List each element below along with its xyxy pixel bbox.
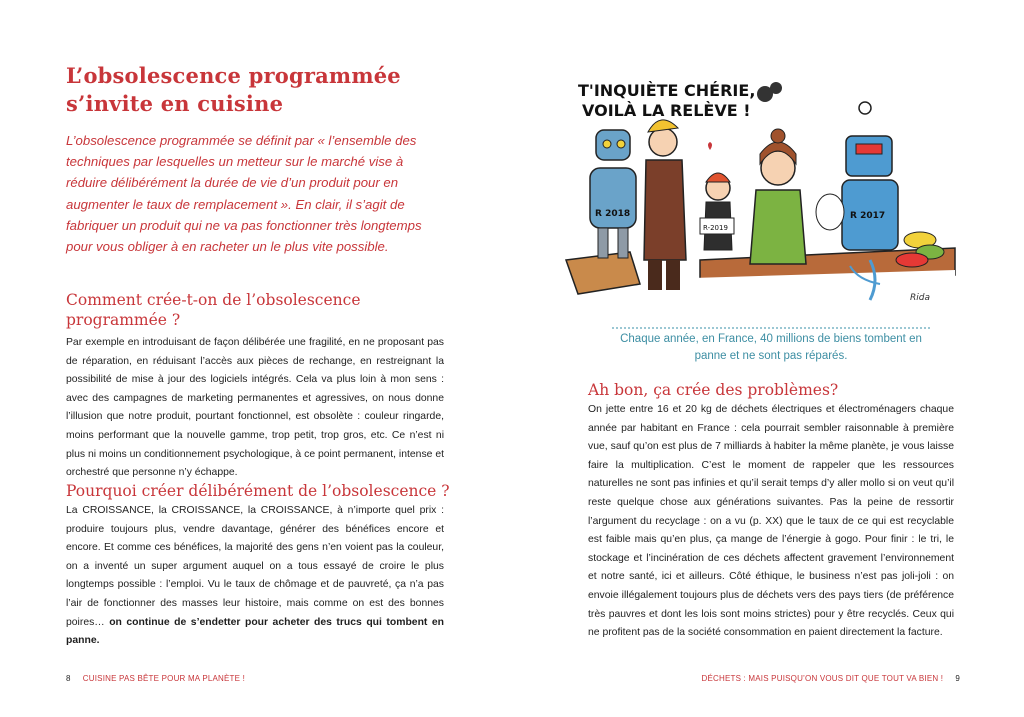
footer-right <box>702 674 961 683</box>
section-heading-why: Pourquoi créer délibérément de l’obsolescence ? <box>66 482 450 500</box>
illustration-signature: Rida <box>910 293 930 303</box>
running-title-right: DÉCHETS : MAIS PUISQU’ON VOUS DIT QUE TOUT VA BIEN ! <box>701 674 944 683</box>
page-number-left: 8 <box>66 674 71 683</box>
page-title <box>66 62 466 118</box>
title-line-2: s’invite en cuisine <box>66 91 284 116</box>
right-page <box>512 0 1024 717</box>
robot-label-2017: R 2017 <box>850 211 886 221</box>
running-title-left: CUISINE PAS BÊTE POUR MA PLANÈTE ! <box>82 674 246 683</box>
title-line-1: L’obsolescence programmée <box>66 63 401 88</box>
section-heading-problems: Ah bon, ça crée des problèmes? <box>588 381 839 399</box>
robot-label-2018: R 2018 <box>595 209 631 219</box>
intro-paragraph: L’obsolescence programmée se définit par « l’ensemble des techniques par lesquelles un metteur sur le marché vise à réduire délibérément la durée de vie d’un produit pour en augmenter le taux de remplacement ». En clair, il s’agit de fabriquer un produit qui ne va pas fonctionner très longtemps pour vous obliger à en racheter un le plus vite possible. <box>66 133 422 255</box>
footer-left <box>66 674 245 683</box>
section-body-why-text: La CROISSANCE, la CROISSANCE, la CROISSANCE, à n’importe quel prix : produire toujours plus, vendre davantage, générer des bénéfices encore et encore. Et comme ces bénéfices, la majorité des gens n’en voient pas la couleur, on a inventé un super argument auquel on a tous essayé de croire le plus longtemps possible : l’emploi. Vu le taux de chômage et de pauvreté, ça n’a pas l’air de fonctionner des masses leur histoire, mais comme on est des bonnes poires… <box>66 505 444 628</box>
speech-line-2: VOILÀ LA RELÈVE ! <box>582 101 751 120</box>
section-body-problems: On jette entre 16 et 20 kg de déchets électriques et électroménagers chaque année par habitant en France : cela pourrait sembler raisonnable à première vue, sauf qu’on est plus de 7 milliards à habiter la même planète, je vous laisse faire la multiplication. C’est le moment de rappeler que les ressources naturelles ne sont pas infinies et qu’il serait temps d’y aller mollo si on veut qu’il reste quelque chose aux générations suivantes. Pas la peine de ressortir l’argument du recyclage : on a vu (p. XX) que le taux de ce qui est recyclable est faible mais qu’en plus, ça mange de l’énergie à gogo. Pour finir : le tri, le stockage et l’incinération de ces déchets affectent gravement l’environnement et notre santé, ici et ailleurs. Côté éthique, le business n’est pas joli-joli : on envoie illégalement toujours plus de déchets vers des pays tiers (de préférence très pauvres et dont les lois sont moins strictes) pour y être recyclés. Ceux qui ne profitent pas de la société consommation en paient directement la facture. <box>588 404 954 639</box>
page-number-right: 9 <box>955 674 960 683</box>
speech-line-1: T'INQUIÈTE CHÉRIE, <box>578 81 756 100</box>
illustration-caption: Chaque année, en France, 40 millions de biens tombent en panne et ne sont pas réparés. <box>620 333 922 362</box>
child-sign: R-2019 <box>703 224 728 232</box>
section-body-why-bold: on continue de s’endetter pour acheter des trucs qui tombent en panne. <box>66 616 445 647</box>
section-heading-how: Comment crée-t-on de l’obsolescence programmée ? <box>66 291 361 329</box>
section-body-why <box>66 502 444 651</box>
section-body-how: Par exemple en introduisant de façon délibérée une fragilité, en ne proposant pas de réparation, en réduisant l’accès aux pièces de rechange, en restreignant la possibilité de mise à jour des logiciels intégrés. Cela va plus loin à mon sens : avec des campagnes de marketing permanentes et agressives, on nous donne l’illusion que notre produit, pourtant fonctionnel, est obsolète : couleur ringarde, moins performant que la nouvelle gamme, trop petit, trop gros, etc. Ce n’est ni plus ni moins un conditionnement psychologique, à ce point permanent, intense et orchestré que personne n’y échappe. <box>66 337 444 479</box>
